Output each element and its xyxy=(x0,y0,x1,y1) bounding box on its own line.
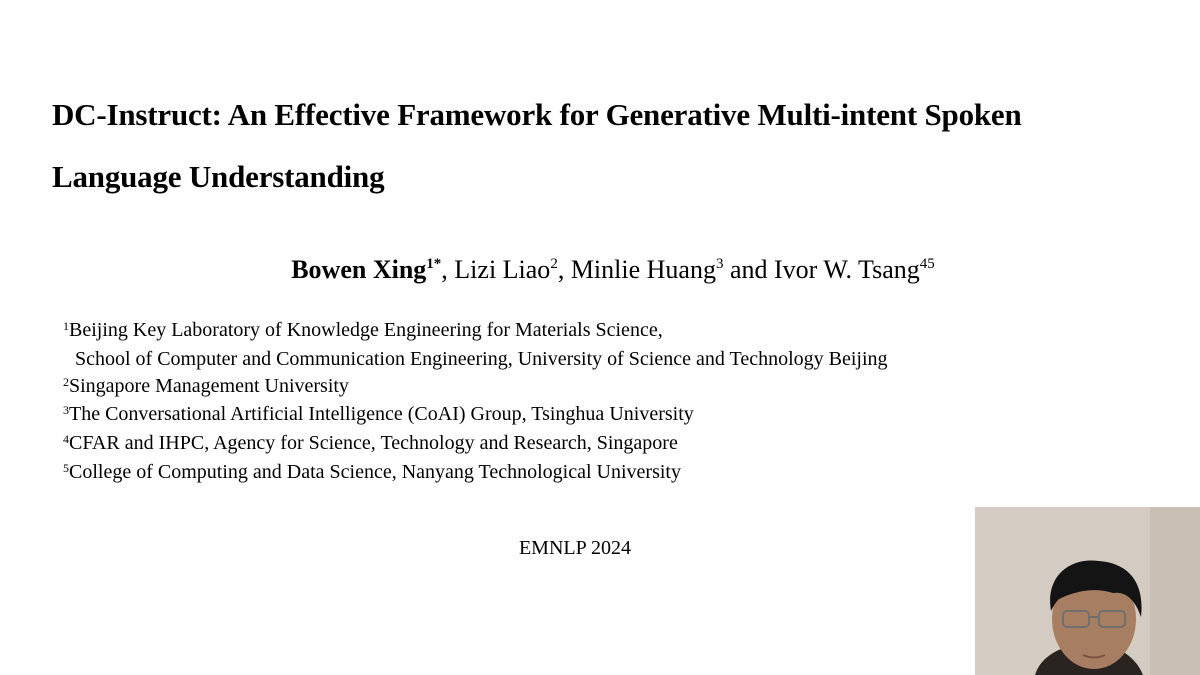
author-separator: , xyxy=(441,255,455,284)
affiliation-text: CFAR and IHPC, Agency for Science, Technology and Research, Singapore xyxy=(69,432,678,455)
affiliation-item xyxy=(63,430,888,459)
affiliation-mark: 1 xyxy=(63,319,69,333)
presenter-webcam xyxy=(975,507,1200,675)
paper-title-line-1: DC-Instruct: An Effective Framework for Generative Multi-intent Spoken xyxy=(52,97,1022,132)
author-name: Minlie Huang xyxy=(570,255,716,284)
author-name: Bowen Xing xyxy=(291,255,427,284)
affiliation-text: Singapore Management University xyxy=(69,374,349,397)
author-name: Lizi Liao xyxy=(454,255,551,284)
affiliation-item xyxy=(63,459,888,488)
affiliation-item xyxy=(63,373,888,402)
paper-title-line-2: Language Understanding xyxy=(52,159,385,194)
affiliation-mark: 3 xyxy=(63,403,69,418)
affiliation-text: Beijing Key Laboratory of Knowledge Engineering for Materials Science, xyxy=(69,319,663,341)
affiliation-list xyxy=(63,317,888,488)
affiliation-item xyxy=(63,401,888,430)
presenter-webcam-icon xyxy=(975,507,1200,675)
venue-label: EMNLP 2024 xyxy=(518,537,632,559)
affiliation-text: The Conversational Artificial Intelligence (CoAI) Group, Tsinghua University xyxy=(69,403,694,426)
affiliation-item xyxy=(63,346,888,373)
author-affiliation-mark: 45 xyxy=(919,256,935,272)
author-affiliation-mark: 3 xyxy=(715,256,724,272)
author-name: Ivor W. Tsang xyxy=(774,255,920,284)
author-affiliation-mark: 1* xyxy=(426,256,442,272)
affiliation-text: School of Computer and Communication Engineering, University of Science and Technology Beijing xyxy=(75,347,888,370)
affiliation-mark: 2 xyxy=(63,374,69,389)
affiliation-mark: 5 xyxy=(63,460,69,475)
webcam-wall-shade xyxy=(1150,507,1200,675)
author-separator: and xyxy=(723,255,775,284)
paper-title xyxy=(52,84,1182,208)
affiliation-mark: 4 xyxy=(63,432,69,447)
author-affiliation-mark: 2 xyxy=(550,256,558,272)
affiliation-text: College of Computing and Data Science, Nanyang Technological University xyxy=(69,460,681,483)
affiliation-item xyxy=(63,317,888,346)
author-list xyxy=(0,252,1200,292)
author-separator: , xyxy=(557,255,571,284)
